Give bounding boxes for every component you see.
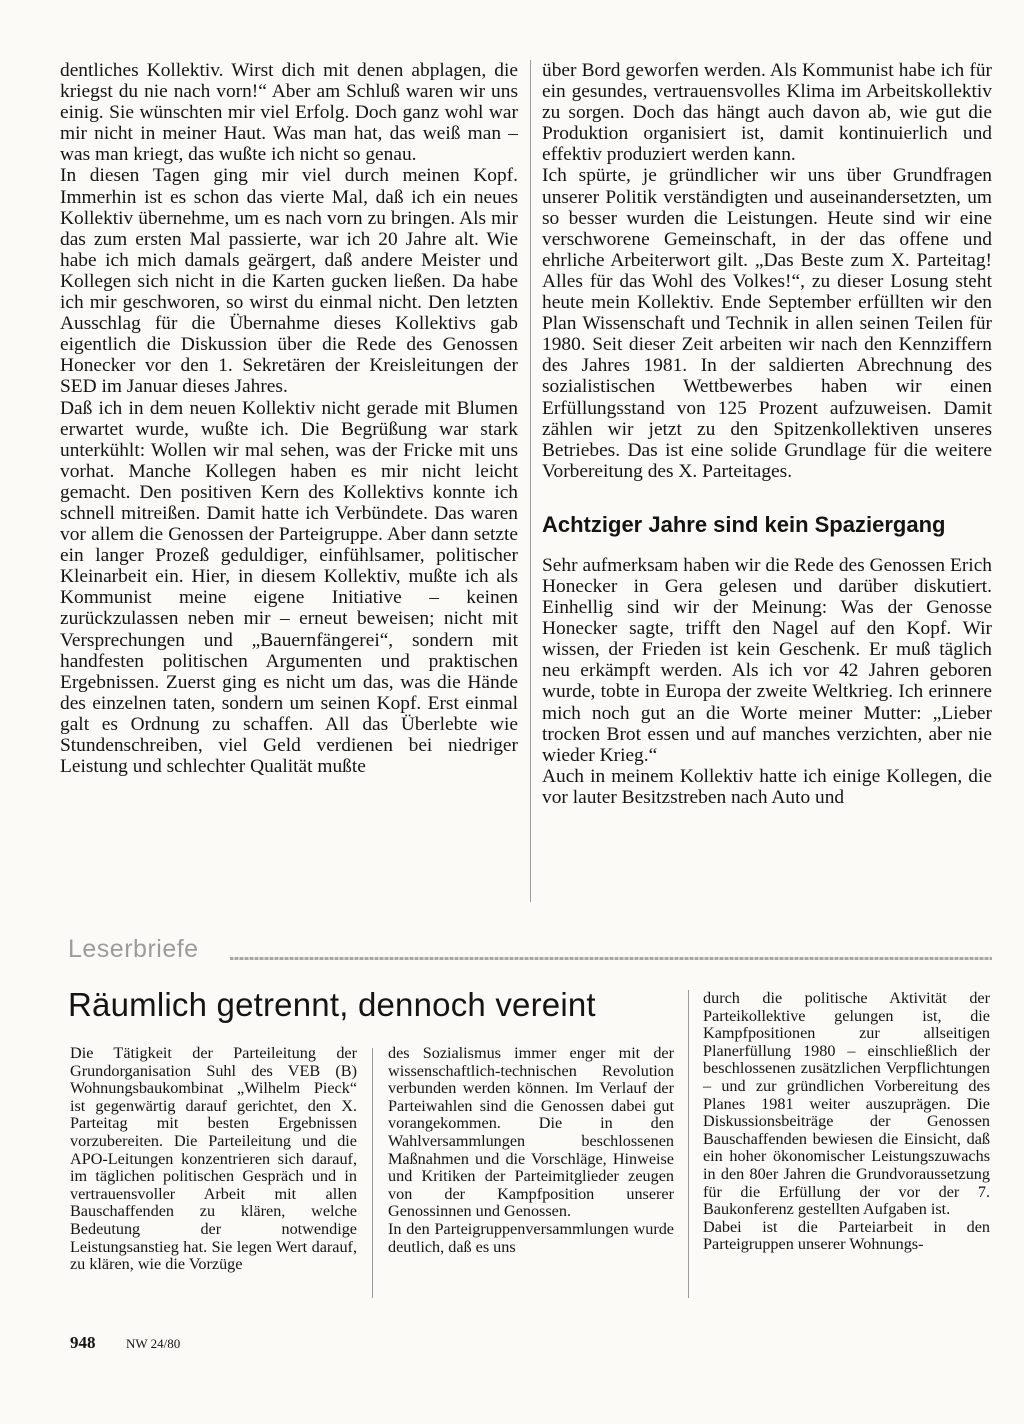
section-rule xyxy=(230,957,992,960)
article-subheading: Achtziger Jahre sind kein Spaziergang xyxy=(542,511,946,537)
letter-paragraph: Dabei ist die Parteiarbeit in den Parteigruppen unserer Wohnungs- xyxy=(703,1217,990,1254)
article-paragraph: In diesen Tagen ging mir viel durch meinen Kopf. Immerhin ist es schon das vierte Mal, daß ich ein neues Kollektiv übernehme, um es nach vorn zu bringen. Als mir das zum ersten Mal passierte, war ich 20 Jahre alt. Wie habe ich mich damals geärgert, daß andere Meister und Kollegen sich nicht in die Karten gucken ließen. Da habe ich mir geschworen, so wirst du einmal nicht. Den letzten Ausschlag für die Übernahme dieses Kollektivs gab eigentlich die Diskussion über die Rede des Genossen Honecker vor den 1. Sekretären der Kreisleitungen der SED im Januar dieses Jahres. xyxy=(60,165,518,398)
issue-label: NW 24/80 xyxy=(126,1336,181,1351)
article-paragraph: dentliches Kollektiv. Wirst dich mit denen abplagen, die kriegst du nie nach vorn!“ Aber am Schluß waren wir uns einig. Sie wünschten mir viel Erfolg. Doch ganz wohl war mir nicht in meiner Haut. Was man hat, das weiß man – was man kriegt, das wußte ich nicht so genau. xyxy=(60,60,518,166)
article-left-column xyxy=(60,60,518,777)
letter-headline: Räumlich getrennt, dennoch vereint xyxy=(68,986,596,1023)
section-label-leserbriefe: Leserbriefe xyxy=(68,935,199,963)
letter-column-3 xyxy=(703,990,990,1254)
page-number: 948 xyxy=(70,1333,96,1352)
letter-paragraph: des Sozialismus immer enger mit der wissenschaftlich-technischen Revolution verbunden werden können. Im Verlauf der Parteiwahlen sind die Genossen dabei gut vorangekommen. Die in den Wahlversammlungen beschlossenen Maßnahmen und die Vorschläge, Hinweise und Kritiken der Parteimitglieder zeugen von der Kampfposition unserer Genossinnen und Genossen. xyxy=(388,1044,674,1221)
letter-column-2 xyxy=(388,1045,674,1256)
letter-column-1 xyxy=(70,1045,357,1274)
column-divider xyxy=(372,1048,373,1298)
article-right-column xyxy=(542,60,992,808)
letter-paragraph: In den Parteigruppenversammlungen wurde deutlich, daß es uns xyxy=(388,1219,674,1256)
article-paragraph: Sehr aufmerksam haben wir die Rede des Genossen Erich Honecker in Gera gelesen und darüber diskutiert. Einhellig sind wir der Meinung: Was der Genosse Honecker sagte, trifft den Nagel auf den Kopf. Wir wissen, der Frieden ist kein Geschenk. Er muß täglich neu erkämpft werden. Als ich vor 42 Jahren geboren wurde, tobte in Europa der zweite Weltkrieg. Ich erinnere mich noch gut an die Worte meiner Mutter: „Lieber trocken Brot essen und auf manches verzichten, aber nie wieder Krieg.“ xyxy=(542,554,992,766)
article-paragraph: über Bord geworfen werden. Als Kommunist habe ich für ein gesundes, vertrauensvolles Klima im Arbeitskollektiv zu sorgen. Doch das hängt auch davon ab, wie gut die Produktion organisiert ist, damit kontinuierlich und effektiv produziert werden kann. xyxy=(542,60,992,166)
column-divider xyxy=(530,60,531,902)
letter-paragraph: Die Tätigkeit der Parteileitung der Grundorganisation Suhl des VEB (B) Wohnungsbaukombinat „Wilhelm Pieck“ ist gegenwärtig darauf gerichtet, den X. Parteitag mit besten Ergebnissen vorzubereiten. Die Parteileitung und die APO-Leitungen konzentrieren sich darauf, im täglichen politischen Gespräch und in vertrauensvoller Arbeit mit allen Bauschaffenden zu klären, welche Bedeutung der notwendige Leistungsanstieg hat. Sie legen Wert darauf, zu klären, wie die Vorzüge xyxy=(70,1044,357,1274)
article-paragraph: Daß ich in dem neuen Kollektiv nicht gerade mit Blumen erwartet wurde, wußte ich. Die Begrüßung war stark unterkühlt: Wollen wir mal sehen, was der Fricke mit uns vorhat. Manche Kollegen haben es mir nicht leicht gemacht. Den positiven Kern des Kollektivs konnte ich schnell mitreißen. Damit hatte ich Verbündete. Das waren vor allem die Genossen der Parteigruppe. Aber dann setzte ein langer Prozeß geduldiger, einfühlsamer, politischer Kleinarbeit ein. Hier, in diesem Kollektiv, mußte ich als Kommunist meine eigene Initiative – keinen zurückzulassen neben mir – erneut beweisen; nicht mit Versprechungen und „Bauernfängerei“, sondern mit handfesten politischen Argumenten und praktischen Ergebnissen. Zuerst ging es nicht um das, was die Hände des einzelnen taten, sondern um seinen Kopf. Erst einmal galt es Ordnung zu schaffen. All das Überlebte wie Stundenschreiben, viel Geld verdienen bei niedriger Leistung und schlechter Qualität mußte xyxy=(60,397,518,778)
article-paragraph: Auch in meinem Kollektiv hatte ich einige Kollegen, die vor lauter Besitzstreben nach Auto und xyxy=(542,765,992,808)
article-paragraph: Ich spürte, je gründlicher wir uns über Grundfragen unserer Politik verständigten und auseinandersetzten, um so besser wurden die Leistungen. Heute sind wir eine verschworene Gemeinschaft, in der das offene und ehrliche Arbeiterwort gilt. „Das Beste zum X. Parteitag! Alles für das Wohl des Volkes!“, zu dieser Losung steht heute mein Kollektiv. Ende September erfüllten wir den Plan Wissenschaft und Technik in allen seinen Teilen für 1980. Seit dieser Zeit arbeiten wir nach den Kennziffern des Jahres 1981. In der saldierten Abrechnung des sozialistischen Wettbewerbes haben wir einen Erfüllungsstand von 125 Prozent aufzuweisen. Damit zählen wir jetzt zu den Spitzenkollektiven unseres Betriebes. Das ist eine solide Grundlage für die weitere Vorbereitung des X. Parteitages. xyxy=(542,165,992,482)
column-divider xyxy=(688,990,689,1298)
letter-paragraph: durch die politische Aktivität der Parteikollektive gelungen ist, die Kampfpositionen zur allseitigen Planerfüllung 1980 – einschließlich der beschlossenen zusätzlichen Verpflichtungen – und zur gründlichen Vorbereitung des Planes 1981 weiter auszuprägen. Die Diskussionsbeiträge der Genossen Bauschaffenden bewiesen die Einsicht, daß ein hoher ökonomischer Leistungszuwachs in den 80er Jahren die Grundvoraussetzung für die Erfüllung der vor der 7. Baukonferenz gestellten Aufgaben ist. xyxy=(703,989,990,1219)
